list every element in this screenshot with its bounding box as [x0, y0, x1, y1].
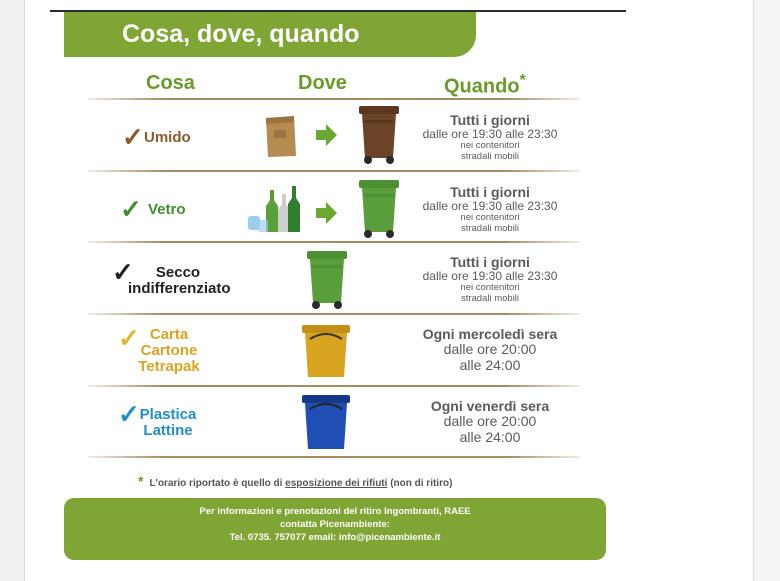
- when-info: [410, 113, 570, 163]
- when-note: nei contenitori: [460, 211, 520, 223]
- when-info: [410, 327, 570, 373]
- item-name-line: Secco: [155, 264, 201, 281]
- item-name: [128, 407, 208, 439]
- when-hours: dalle ore 20:00: [443, 413, 537, 430]
- item-name: [124, 327, 214, 374]
- title-banner: [64, 12, 476, 57]
- arrow-right-icon: [316, 202, 338, 224]
- quando-label: Quando: [444, 75, 520, 98]
- item-name-line: Lattine: [143, 421, 193, 439]
- info-line: contatta Picenambiente:: [280, 518, 390, 530]
- when-note: nei contenitori: [460, 281, 520, 293]
- item-name-line: Tetrapak: [138, 357, 200, 375]
- when-hours: alle 24:00: [459, 356, 521, 373]
- when-title: Ogni mercoledì sera: [422, 326, 558, 342]
- arrow-right-icon: [316, 124, 338, 146]
- when-title: Tutti i giorni: [450, 184, 530, 200]
- when-note: stradali mobili: [460, 292, 520, 304]
- footnote: [138, 473, 452, 489]
- footnote-text-end: (non di ritiro): [387, 478, 453, 489]
- when-hours: dalle ore 19:30 alle 23:30: [422, 126, 558, 141]
- contact-info-box: [64, 498, 606, 560]
- when-hours: dalle ore 20:00: [443, 341, 537, 358]
- green-bin-icon: [306, 251, 348, 309]
- item-name: [128, 264, 231, 297]
- list-item-plastica: [88, 387, 580, 457]
- when-hours: dalle ore 19:30 alle 23:30: [422, 268, 558, 283]
- list-item-umido: [88, 100, 580, 170]
- when-title: Tutti i giorni: [450, 254, 530, 270]
- when-title: Tutti i giorni: [450, 112, 530, 128]
- brown-bin-icon: [358, 106, 400, 164]
- green-bin-icon: [358, 180, 400, 238]
- footnote-underlined: esposizione dei rifiuti: [285, 478, 388, 489]
- item-name: Vetro: [148, 201, 186, 218]
- list-item-secco: [88, 243, 580, 313]
- check-icon: ✓: [122, 122, 144, 152]
- when-info: [410, 399, 570, 445]
- footnote-asterisk: *: [138, 473, 144, 489]
- when-title: Ogni venerdì sera: [430, 398, 550, 414]
- item-name-line: Carta: [149, 326, 189, 343]
- yellow-bucket-icon: [302, 325, 350, 379]
- check-icon: ✓: [118, 323, 140, 353]
- column-header-cosa: Cosa: [146, 72, 195, 94]
- item-name-line: Cartone: [140, 341, 198, 359]
- when-hours: alle 24:00: [459, 428, 521, 445]
- check-icon: ✓: [118, 399, 140, 429]
- footnote-text: L'orario riportato è quello di: [149, 478, 286, 489]
- item-name: Umido: [144, 129, 191, 146]
- info-line: Per informazioni e prenotazioni del ritiro Ingombranti, RAEE: [199, 506, 471, 517]
- right-gutter: [755, 0, 780, 581]
- column-header-dove: Dove: [298, 72, 347, 94]
- when-info: [410, 255, 570, 305]
- when-note: nei contenitori: [460, 139, 520, 151]
- when-note: stradali mobili: [460, 222, 520, 234]
- paper-bag-icon: [264, 112, 298, 158]
- when-hours: dalle ore 19:30 alle 23:30: [422, 198, 558, 213]
- blue-bucket-icon: [302, 395, 350, 451]
- check-icon: ✓: [120, 194, 142, 224]
- when-note: stradali mobili: [460, 150, 520, 162]
- info-contact: Tel. 0735. 757077 email: info@picenambiente.it: [229, 531, 441, 543]
- page-title: Cosa, dove, quando: [122, 20, 360, 48]
- column-header-quando: [444, 72, 526, 99]
- item-name-line: Plastica: [139, 406, 197, 423]
- when-info: [410, 185, 570, 235]
- quando-asterisk: *: [519, 72, 526, 89]
- list-item-carta: [88, 315, 580, 385]
- list-item-vetro: [88, 172, 580, 242]
- glass-bottles-icon: [246, 184, 306, 234]
- item-name-line: indifferenziato: [128, 279, 231, 297]
- check-icon: ✓: [112, 257, 134, 287]
